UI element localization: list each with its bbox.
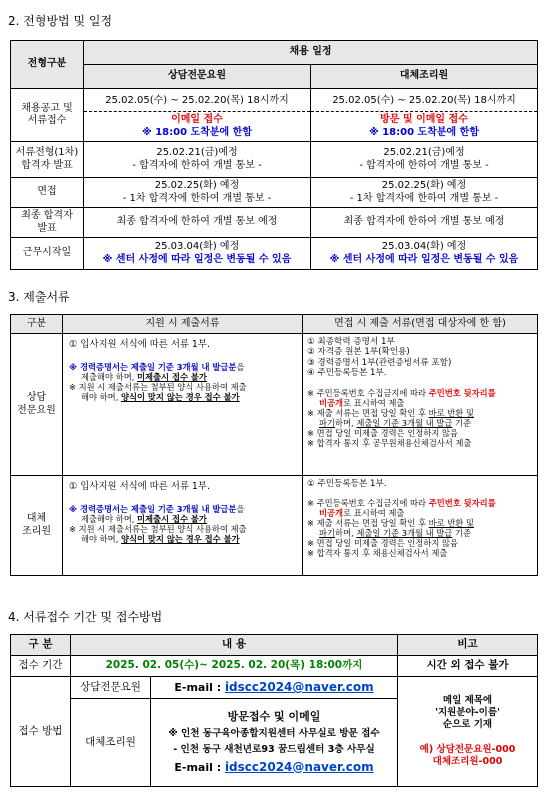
section-2-title: 2. 전형방법 및 일정 — [8, 14, 113, 28]
submission-table — [10, 634, 538, 787]
row-label: 접수 기간 — [11, 656, 71, 677]
schedule-row-first-result — [11, 142, 538, 178]
counselor-interview-docs: ① 최종학력 증명서 1부 ② 자격증 원본 1부(확인용) ③ 경력증명서 1부(관련증빙서류 포함) ④ 주민등록등본 1부. ※ 주민등록번호 수집금지에 따라 주민번호 뒷자리를 비공개로 표시하여 제출 ※ 제출 서류는 면접 당일 확인 후 바로 반환 및 파기하며, 제출일 기준 3개월 내 발급 기준 ※ 면접 당일 미제출 경력은 인정하지 않음 ※ 합격자 통지 후 공무원채용신체검사서 제출 — [303, 334, 538, 476]
cook-deadline-note: ※ 18:00 도착분에 한함 — [369, 126, 479, 138]
counselor-label: 상담전문요원 — [71, 677, 151, 699]
submission-row-period — [11, 656, 538, 677]
counselor-email-line: E-mail : idscc2024@naver.com — [151, 677, 398, 699]
header-cook: 대체조리원 — [311, 65, 538, 89]
documents-row-counselor — [11, 334, 538, 476]
documents-row-cook — [11, 476, 538, 576]
cook-start-date: 25.03.04(화) 예정 ※ 센터 사정에 따라 일정은 변동될 수 있음 — [311, 238, 538, 270]
row-label: 상담 전문요원 — [11, 334, 63, 476]
cook-interview-docs: ① 주민등록등본 1부. ※ 주민등록번호 수집금지에 따라 주민번호 뒷자리를 비공개로 표시하여 제출 ※ 제출 서류는 면접 당일 확인 후 바로 반환 및 파기하며, 제출일 기준 3개월 내 발급 기준 ※ 면접 당일 미제출 경력은 인정하지 않음 ※ 합격자 통지 후 채용신체검사서 제출 — [303, 476, 538, 576]
cook-interview: 25.02.25(화) 예정 - 1차 합격자에 한하여 개별 통보 - — [311, 178, 538, 208]
schedule-row-interview — [11, 178, 538, 208]
cook-label: 대체조리원 — [71, 699, 151, 787]
row-label: 대체 조리원 — [11, 476, 63, 576]
schedule-row-start-date — [11, 238, 538, 270]
row-label: 서류전형(1차) 합격자 발표 — [11, 142, 84, 178]
submission-period: 2025. 02. 05(수)~ 2025. 02. 20(목) 18:00까지 — [71, 656, 398, 677]
schedule-row-application — [11, 89, 538, 142]
row-label: 접수 방법 — [11, 677, 71, 787]
period-note: 시간 외 접수 불가 — [398, 656, 538, 677]
header-counselor: 상담전문요원 — [84, 65, 311, 89]
cook-apply-docs: ① 입사지원 서식에 따른 서류 1부. ※ 경력증명서는 제출일 기준 3개월 내 발급분을 제출해야 하며, 미제출시 접수 불가 ※ 지원 시 제출서류는 첨부된 양식 사용하여 제출 해야 하며, 양식이 맞지 않는 경우 접수 불가 — [63, 476, 303, 576]
method-note: 메일 제목에 '지원분야-이름' 순으로 기재 예) 상담전문요원-000 대체조리원-000 — [398, 677, 538, 787]
counselor-email-link[interactable]: idscc2024@naver.com — [224, 680, 374, 694]
header-interview-docs: 면접 시 제출 서류(면접 대상자에 한 함) — [303, 315, 538, 334]
cook-method: 방문 및 이메일 접수 — [380, 114, 468, 125]
section-4-title: 4. 서류접수 기간 및 접수방법 — [8, 610, 163, 624]
row-label: 채용공고 및 서류접수 — [11, 89, 84, 142]
row-label: 면접 — [11, 178, 84, 208]
header-type: 구분 — [11, 315, 63, 334]
schedule-row-final-result — [11, 208, 538, 238]
header-note: 비고 — [398, 635, 538, 656]
counselor-first-result: 25.02.21(금)예정 - 합격자에 한하여 개별 통보 - — [84, 142, 311, 178]
counselor-final-result: 최종 합격자에 한하여 개별 통보 예정 — [84, 208, 311, 238]
documents-table — [10, 314, 538, 576]
counselor-method: 이메일 접수 — [171, 114, 223, 125]
submission-row-counselor — [11, 677, 538, 699]
header-type: 전형구분 — [11, 41, 84, 89]
header-content: 내 용 — [71, 635, 398, 656]
schedule-table — [10, 40, 538, 270]
row-label: 근무시작일 — [11, 238, 84, 270]
cook-final-result: 최종 합격자에 한하여 개별 통보 예정 — [311, 208, 538, 238]
counselor-interview: 25.02.25(화) 예정 - 1차 합격자에 한하여 개별 통보 - — [84, 178, 311, 208]
counselor-start-date: 25.03.04(화) 예정 ※ 센터 사정에 따라 일정은 변동될 수 있음 — [84, 238, 311, 270]
header-apply-docs: 지원 시 제출서류 — [63, 315, 303, 334]
cook-method-details: 방문접수 및 이메일 ※ 인천 동구육아종합지원센터 사무실로 방문 접수 - 인천 동구 새천년로93 꿈드림센터 3층 사무실 E-mail : idscc2024@naver.com — [151, 699, 398, 787]
row-label: 최종 합격자 발표 — [11, 208, 84, 238]
counselor-deadline-note: ※ 18:00 도착분에 한함 — [142, 126, 252, 138]
section-3-title: 3. 제출서류 — [8, 290, 70, 304]
header-type: 구 분 — [11, 635, 71, 656]
cook-first-result: 25.02.21(금)예정 - 합격자에 한하여 개별 통보 - — [311, 142, 538, 178]
header-schedule: 채용 일정 — [84, 41, 538, 65]
counselor-period: 25.02.05(수) ~ 25.02.20(목) 18시까지 — [105, 95, 289, 106]
cook-period: 25.02.05(수) ~ 25.02.20(목) 18시까지 — [332, 95, 516, 106]
counselor-apply-docs: ① 입사지원 서식에 따른 서류 1부. ※ 경력증명서는 제출일 기준 3개월 내 발급분을 제출해야 하며, 미제출시 접수 불가 ※ 지원 시 제출서류는 첨부된 양식 사용하여 제출 해야 하며, 양식이 맞지 않는 경우 접수 불가 — [63, 334, 303, 476]
cook-email-link[interactable]: idscc2024@naver.com — [224, 759, 374, 774]
